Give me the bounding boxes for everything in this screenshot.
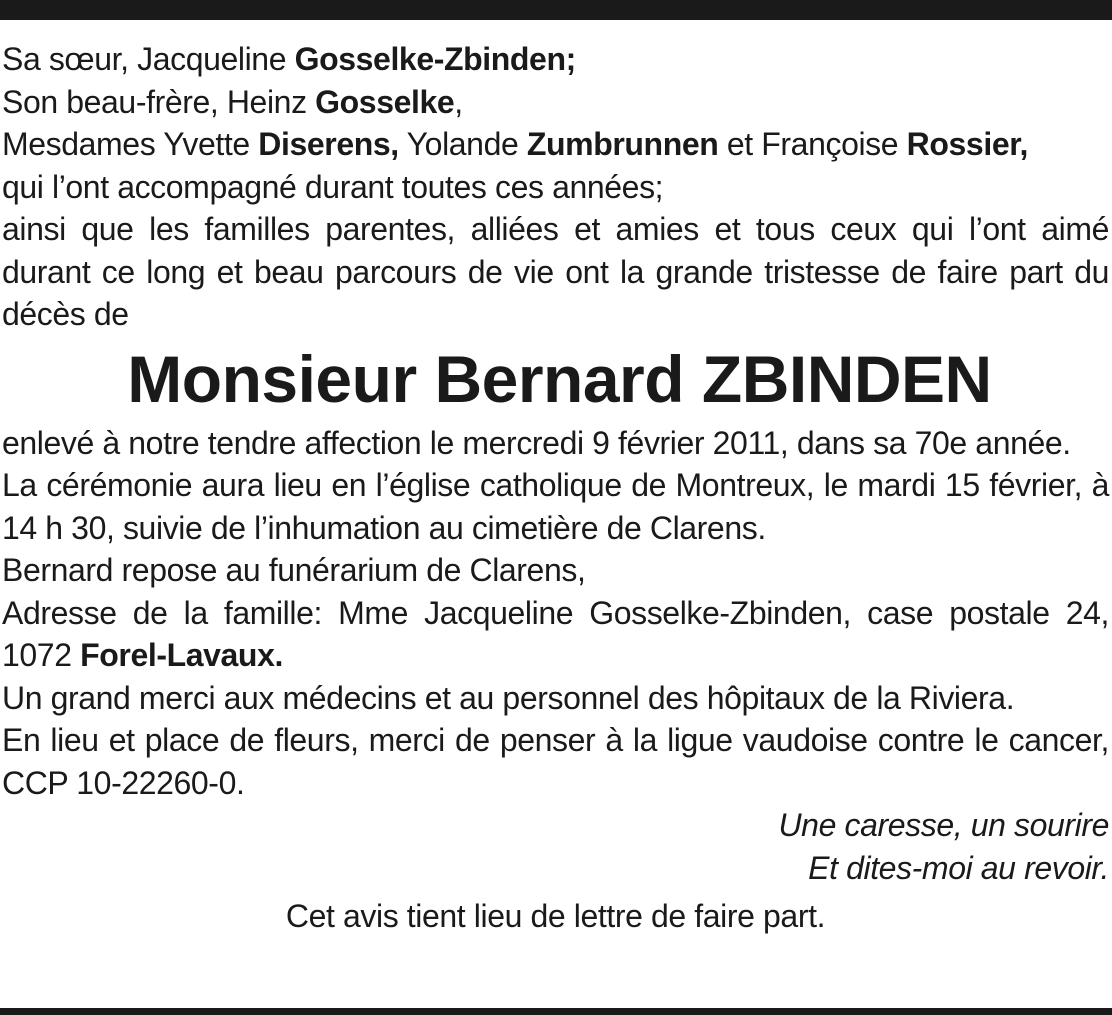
family-surname: Zumbrunnen	[526, 126, 719, 162]
family-surname: Gosselke	[315, 83, 455, 120]
family-line-accompanied: qui l’ont accompagné durant toutes ces années;	[2, 168, 664, 205]
family-address-paragraph	[2, 592, 1109, 677]
thanks-paragraph: Un grand merci aux médecins et au personnel des hôpitaux de la Riviera.	[2, 679, 1015, 716]
family-text: Son beau-frère, Heinz	[2, 83, 316, 120]
family-text: Mesdames Yvette	[2, 126, 259, 162]
family-text: et Françoise	[718, 126, 907, 162]
family-line-announcement: ainsi que les familles parentes, alliées et amies et tous ceux qui l’ont aimé durant ce long et beau parcours de vie ont la grande tristesse de faire part du décès de	[2, 211, 1109, 332]
family-surname: Rossier,	[906, 126, 1028, 162]
family-text: Sa sœur, Jacqueline	[2, 41, 295, 77]
ceremony-paragraph: La cérémonie aura lieu en l’église catholique de Montreux, le mardi 15 février, à 14 h 30, suivie de l’inhumation au cimetière de Clarens.	[2, 467, 1109, 546]
family-line-sister	[2, 38, 1109, 81]
family-surname: Diserens,	[258, 126, 399, 162]
bottom-rule	[0, 1008, 1112, 1015]
top-rule	[0, 0, 1112, 20]
family-line-mesdames	[2, 123, 1109, 166]
obituary-notice	[2, 38, 1109, 938]
family-surname: Gosselke-Zbinden;	[294, 41, 576, 77]
death-date-paragraph: enlevé à notre tendre affection le mercredi 9 février 2011, dans sa 70e année.	[2, 424, 1071, 461]
address-text: Adresse de la famille: Mme Jacqueline Gosselke-Zbinden, case postale 24, 1072	[2, 594, 1109, 673]
family-text: ,	[454, 83, 463, 120]
motto-line-1: Une caresse, un sourire	[778, 807, 1109, 843]
repose-paragraph: Bernard repose au funérarium de Clarens,	[2, 552, 586, 588]
family-line-brother-in-law	[2, 81, 1109, 124]
family-text: Yolande	[398, 126, 527, 162]
closing-note: Cet avis tient lieu de lettre de faire part.	[285, 898, 826, 934]
donation-paragraph: En lieu et place de fleurs, merci de penser à la ligue vaudoise contre le cancer, CCP 10-22260-0.	[2, 722, 1109, 801]
address-locality: Forel-Lavaux.	[80, 637, 283, 673]
deceased-name: Monsieur Bernard ZBINDEN	[127, 341, 992, 416]
motto-line-2: Et dites-moi au revoir.	[808, 849, 1109, 886]
